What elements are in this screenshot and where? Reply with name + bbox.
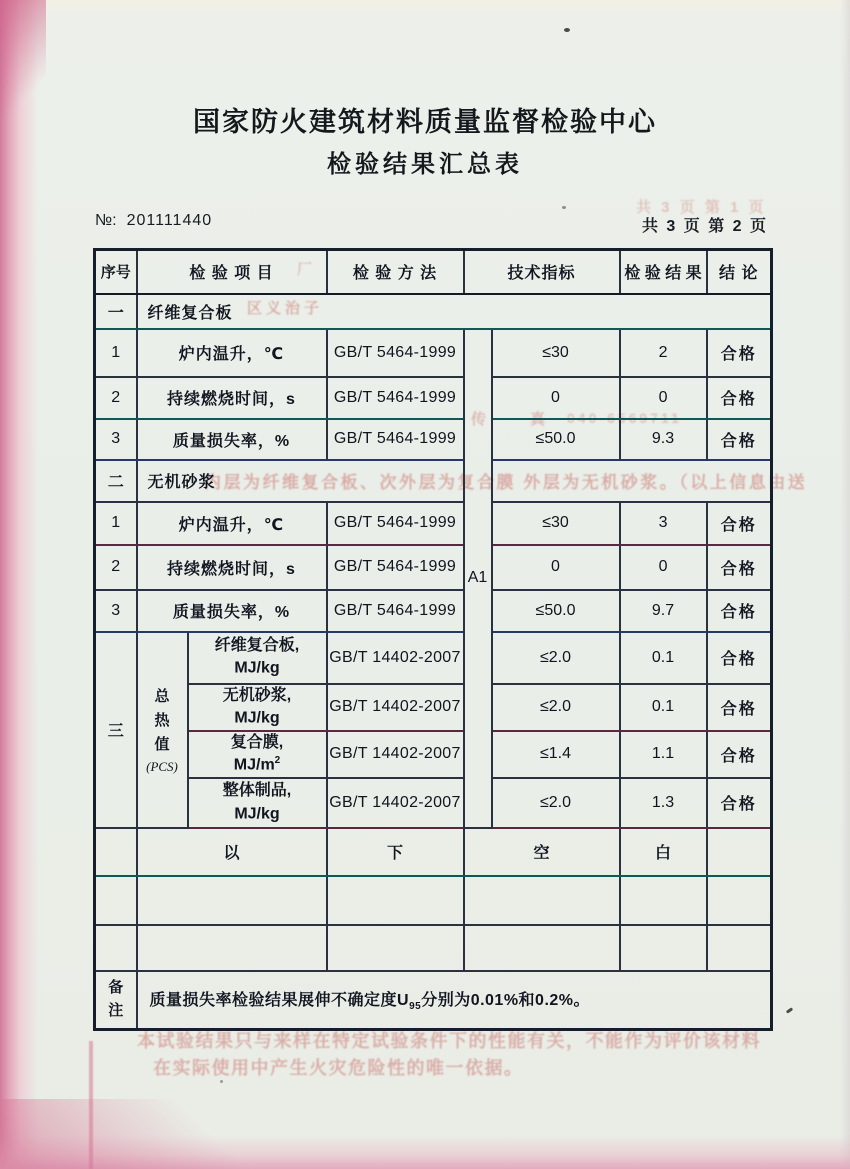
index-cell: 0 xyxy=(492,377,620,419)
conclusion-cell: 合格 xyxy=(707,731,772,778)
remark-label-char: 注 xyxy=(108,1001,124,1019)
method-cell: GB/T 5464-1999 xyxy=(327,329,464,377)
bleedthrough-text: 本试验结果只与来样在特定试验条件下的性能有关，不能作为评价该材料 xyxy=(137,1031,761,1051)
conclusion-cell: 合格 xyxy=(707,377,772,419)
section-empty-cell xyxy=(492,460,772,502)
item-name: 复合膜, xyxy=(230,733,284,751)
method-cell: GB/T 5464-1999 xyxy=(327,419,464,460)
bleedthrough-text: 区义治子 xyxy=(247,300,324,317)
seq-cell: 3 xyxy=(95,419,137,460)
seq-cell: 3 xyxy=(95,590,137,632)
item-cell: 持续燃烧时间，s xyxy=(137,377,327,419)
section-row xyxy=(95,460,772,502)
group-char: 总 xyxy=(154,687,170,705)
conclusion-cell: 合格 xyxy=(707,329,772,377)
item-cell xyxy=(188,632,327,684)
conclusion-cell: 合格 xyxy=(707,545,772,590)
table-row xyxy=(95,377,772,419)
bleedthrough-text: 040-6569711 xyxy=(567,410,682,426)
method-cell: GB/T 14402-2007 xyxy=(327,684,464,731)
item-name: 纤维复合板, xyxy=(214,636,300,654)
result-cell: 0 xyxy=(620,545,707,590)
blank-cell xyxy=(707,925,772,971)
item-cell: 炉内温升，℃ xyxy=(137,329,327,377)
doc-title: 检验结果汇总表 xyxy=(327,151,523,178)
result-cell: 0.1 xyxy=(620,632,707,684)
header-item: 检 验 项 目 xyxy=(137,250,327,294)
item-cell: 质量损失率，% xyxy=(137,419,327,460)
method-cell: GB/T 14402-2007 xyxy=(327,731,464,778)
blank-cell xyxy=(137,876,327,925)
index-cell: ≤2.0 xyxy=(492,778,620,828)
item-unit: MJ/kg xyxy=(234,804,280,822)
group-char: 值 xyxy=(154,735,170,753)
bleedthrough-text: 厂 xyxy=(297,261,313,278)
remark-text: 分别为0.01%和0.2%。 xyxy=(421,992,591,1010)
item-cell: 炉内温升，℃ xyxy=(137,502,327,545)
item-cell: 质量损失率，% xyxy=(137,590,327,632)
blank-cell xyxy=(464,876,620,925)
conclusion-cell: 合格 xyxy=(707,502,772,545)
remark-label-char: 备 xyxy=(108,979,124,997)
result-cell: 1.1 xyxy=(620,731,707,778)
seq-cell: 1 xyxy=(95,502,137,545)
index-cell: ≤50.0 xyxy=(492,419,620,460)
conclusion-cell: 合格 xyxy=(707,778,772,828)
section-seq-cell: 一 xyxy=(95,294,137,329)
remark-row xyxy=(95,971,772,1030)
header-seq: 序号 xyxy=(95,250,137,294)
header-result: 检 验 结 果 xyxy=(620,250,707,294)
table-row xyxy=(95,502,772,545)
bleedthrough-text: 在实际使用中产生火灾危险性的唯一依据。 xyxy=(153,1058,524,1078)
conclusion-cell: 合格 xyxy=(707,419,772,460)
fire-class-cell: A1 xyxy=(464,329,492,828)
index-cell: ≤2.0 xyxy=(492,684,620,731)
blank-cell xyxy=(464,925,620,971)
section-seq-cell: 二 xyxy=(95,460,137,502)
item-cell xyxy=(188,684,327,731)
empty-row xyxy=(95,876,772,925)
index-cell: ≤30 xyxy=(492,329,620,377)
result-cell: 9.7 xyxy=(620,590,707,632)
blank-cell xyxy=(95,876,137,925)
blank-cell xyxy=(620,925,707,971)
method-cell: GB/T 14402-2007 xyxy=(327,778,464,828)
item-cell xyxy=(188,778,327,828)
header-conclusion: 结 论 xyxy=(707,250,772,294)
remark-subscript: 95 xyxy=(409,1001,422,1013)
section-title-cell: 纤维复合板 xyxy=(137,294,772,329)
method-cell: GB/T 5464-1999 xyxy=(327,545,464,590)
section-row xyxy=(95,294,772,329)
table-header-row xyxy=(95,250,772,294)
group-label-cell xyxy=(137,632,188,828)
scan-speck xyxy=(564,28,570,32)
report-number-label: №: xyxy=(95,212,117,229)
scan-speck xyxy=(786,1007,793,1013)
item-cell xyxy=(188,731,327,778)
blank-cell xyxy=(707,876,772,925)
scan-corner-bottom-left xyxy=(0,1099,240,1169)
conclusion-cell: 合格 xyxy=(707,590,772,632)
seq-cell: 2 xyxy=(95,545,137,590)
table-row xyxy=(95,778,772,828)
blank-cell xyxy=(327,925,464,971)
remark-text-cell xyxy=(137,971,772,1030)
bleedthrough-text: 共 3 页 第 1 页 xyxy=(636,199,767,216)
index-cell: ≤30 xyxy=(492,502,620,545)
seq-cell: 2 xyxy=(95,377,137,419)
blank-cell xyxy=(620,876,707,925)
table-row xyxy=(95,684,772,731)
table-row xyxy=(95,632,772,684)
method-cell: GB/T 5464-1999 xyxy=(327,377,464,419)
item-cell: 持续燃烧时间，s xyxy=(137,545,327,590)
scan-speck xyxy=(562,206,566,209)
result-cell: 3 xyxy=(620,502,707,545)
group-sub-label: (PCS) xyxy=(146,758,178,774)
blank-char-cell: 空 xyxy=(464,828,620,876)
item-unit: $MJ/m^2$ xyxy=(233,755,281,774)
blank-char-cell: 下 xyxy=(327,828,464,876)
result-cell: 0 xyxy=(620,377,707,419)
conclusion-cell: 合格 xyxy=(707,632,772,684)
result-cell: 9.3 xyxy=(620,419,707,460)
blank-char-cell: 白 xyxy=(620,828,707,876)
scan-crease-line xyxy=(89,1041,93,1169)
bleedthrough-text: 内层为纤维复合板、次外层为复合膜 外层为无机砂浆。（以上信息由送 xyxy=(204,473,808,492)
method-cell: GB/T 14402-2007 xyxy=(327,632,464,684)
conclusion-cell: 合格 xyxy=(707,684,772,731)
page-indicator: 共 3 页 第 2 页 xyxy=(641,218,768,235)
blank-char-cell: 以 xyxy=(137,828,327,876)
results-table xyxy=(93,248,773,1031)
blank-cell xyxy=(327,876,464,925)
report-number xyxy=(95,212,212,230)
header-method: 检 验 方 法 xyxy=(327,250,464,294)
table-row xyxy=(95,731,772,778)
result-cell: 0.1 xyxy=(620,684,707,731)
table-row xyxy=(95,590,772,632)
table-row xyxy=(95,545,772,590)
table-row xyxy=(95,329,772,377)
bleedthrough-text: 传真 xyxy=(471,411,590,428)
method-cell: GB/T 5464-1999 xyxy=(327,502,464,545)
scan-edge-top xyxy=(0,0,850,14)
result-cell: 2 xyxy=(620,329,707,377)
blank-cell xyxy=(95,925,137,971)
remark-label-cell xyxy=(95,971,137,1030)
section-title-cell: 无机砂浆 xyxy=(137,460,464,502)
method-cell: GB/T 5464-1999 xyxy=(327,590,464,632)
index-cell: 0 xyxy=(492,545,620,590)
blank-cell xyxy=(95,828,137,876)
item-name: 整体制品, xyxy=(222,782,292,800)
remark-text: 质量损失率检验结果展伸不确定度U xyxy=(149,992,410,1010)
center-name-title: 国家防火建筑材料质量监督检验中心 xyxy=(193,107,657,137)
section-seq-cell: 三 xyxy=(95,632,137,828)
blank-cell xyxy=(707,828,772,876)
result-cell: 1.3 xyxy=(620,778,707,828)
blank-note-row xyxy=(95,828,772,876)
empty-row xyxy=(95,925,772,971)
report-number-value: 201111440 xyxy=(126,212,213,229)
item-unit: MJ/kg xyxy=(234,659,280,677)
item-unit: MJ/kg xyxy=(234,709,280,727)
seq-cell: 1 xyxy=(95,329,137,377)
index-cell: ≤1.4 xyxy=(492,731,620,778)
item-name: 无机砂浆, xyxy=(222,686,292,704)
header-index: 技术指标 xyxy=(464,250,620,294)
table-row xyxy=(95,419,772,460)
index-cell: ≤2.0 xyxy=(492,632,620,684)
group-char: 热 xyxy=(154,711,170,729)
index-cell: ≤50.0 xyxy=(492,590,620,632)
blank-cell xyxy=(137,925,327,971)
scan-speck xyxy=(220,1080,223,1083)
